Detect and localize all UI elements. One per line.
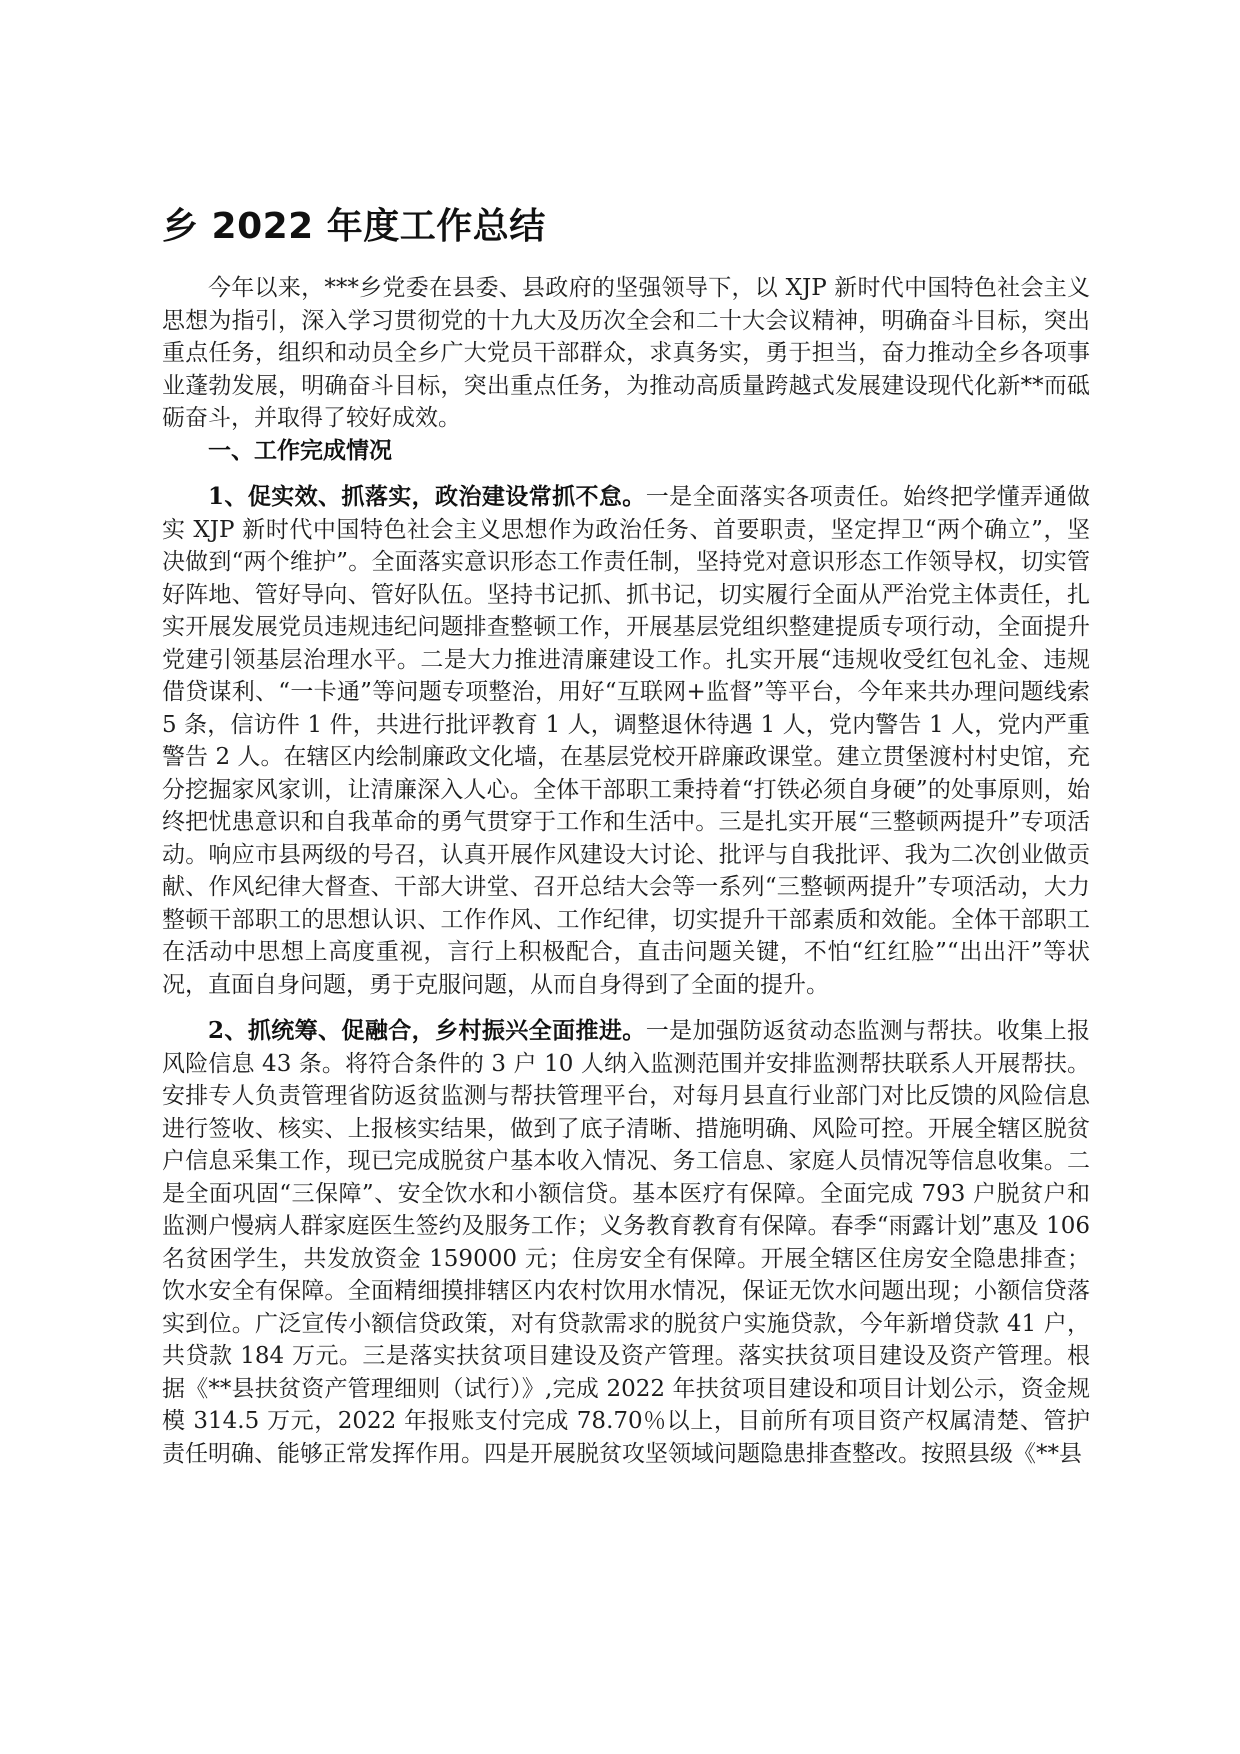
document-body xyxy=(162,272,1090,1470)
item2-paragraph xyxy=(162,1015,1090,1470)
document-title: 乡 2022 年度工作总结 xyxy=(162,206,546,247)
item1-paragraph xyxy=(162,481,1090,1001)
section-heading: 一、工作完成情况 xyxy=(208,436,392,464)
item2-lead: 2、抓统筹、促融合，乡村振兴全面推进。 xyxy=(208,1017,646,1044)
item1-text: 一是全面落实各项责任。始终把学懂弄通做实 XJP 新时代中国特色社会主义思想作为政治任务、首要职责，坚定捍卫“两个确立”，坚决做到“两个维护”。全面落实意识形态工作责任制，坚持党对意识形态工作领导权，切实管好阵地、管好导向、管好队伍。坚持书记抓、抓书记，切实履行全面从严治党主体责任，扎实开展发展党员违规违纪问题排查整顿工作，开展基层党组织整建提质专项行动，全面提升党建引领基层治理水平。二是大力推进清廉建设工作。扎实开展“违规收受红包礼金、违规借贷谋利、“一卡通”等问题专项整治，用好“互联网+监督”等平台，今年来共办理问题线索 5 条，信访件 1 件，共进行批评教育 1 人，调整退休待遇 1 人，党内警告 1 人，党内严重警告 2 人。在辖区内绘制廉政文化墙，在基层党校开辟廉政课堂。建立贯堡渡村村史馆，充分挖掘家风家训，让清廉深入人心。全体干部职工秉持着“打铁必须自身硬”的处事原则，始终把忧患意识和自我革命的勇气贯穿于工作和生活中。三是扎实开展“三整顿两提升”专项活动。响应市县两级的号召，认真开展作风建设大讨论、批评与自我批评、我为二次创业做贡献、作风纪律大督查、干部大讲堂、召开总结大会等一系列“三整顿两提升”专项活动，大力整顿干部职工的思想认识、工作作风、工作纪律，切实提升干部素质和效能。全体干部职工在活动中思想上高度重视，言行上积极配合，直击问题关键，不怕“红红脸”“出出汗”等状况，直面自身问题，勇于克服问题，从而自身得到了全面的提升。 xyxy=(162,484,1090,998)
item2-text: 一是加强防返贫动态监测与帮扶。收集上报风险信息 43 条。将符合条件的 3 户 10 人纳入监测范围并安排监测帮扶联系人开展帮扶。安排专人负责管理省防返贫监测与帮扶管理平台，对每月县直行业部门对比反馈的风险信息进行签收、核实、上报核实结果，做到了底子清晰、措施明确、风险可控。开展全辖区脱贫户信息采集工作，现已完成脱贫户基本收入情况、务工信息、家庭人员情况等信息收集。二是全面巩固“三保障”、安全饮水和小额信贷。基本医疗有保障。全面完成 793 户脱贫户和监测户慢病人群家庭医生签约及服务工作；义务教育教育有保障。春季“雨露计划”惠及 106 名贫困学生，共发放资金 159000 元；住房安全有保障。开展全辖区住房安全隐患排查；饮水安全有保障。全面精细摸排辖区内农村饮用水情况，保证无饮水问题出现；小额信贷落实到位。广泛宣传小额信贷政策，对有贷款需求的脱贫户实施贷款，今年新增贷款 41 户，共贷款 184 万元。三是落实扶贫项目建设及资产管理。落实扶贫项目建设及资产管理。根据《**县扶贫资产管理细则（试行）》,完成 2022 年扶贫项目建设和项目计划公示，资金规模 314.5 万元，2022 年报账支付完成 78.70％以上，目前所有项目资产权属清楚、管护责任明确、能够正常发挥作用。四是开展脱贫攻坚领域问题隐患排查整改。按照县级《**县 xyxy=(162,1018,1090,1467)
intro-paragraph: 今年以来，***乡党委在县委、县政府的坚强领导下，以 XJP 新时代中国特色社会主义思想为指引，深入学习贯彻党的十九大及历次全会和二十大会议精神，明确奋斗目标，突出重点任务，组织和动员全乡广大党员干部群众，求真务实，勇于担当，奋力推动全乡各项事业蓬勃发展，明确奋斗目标，突出重点任务，为推动高质量跨越式发展建设现代化新**而砥砺奋斗，并取得了较好成效。 xyxy=(162,275,1090,431)
item1-lead: 1、促实效、抓落实，政治建设常抓不怠。 xyxy=(208,483,646,510)
